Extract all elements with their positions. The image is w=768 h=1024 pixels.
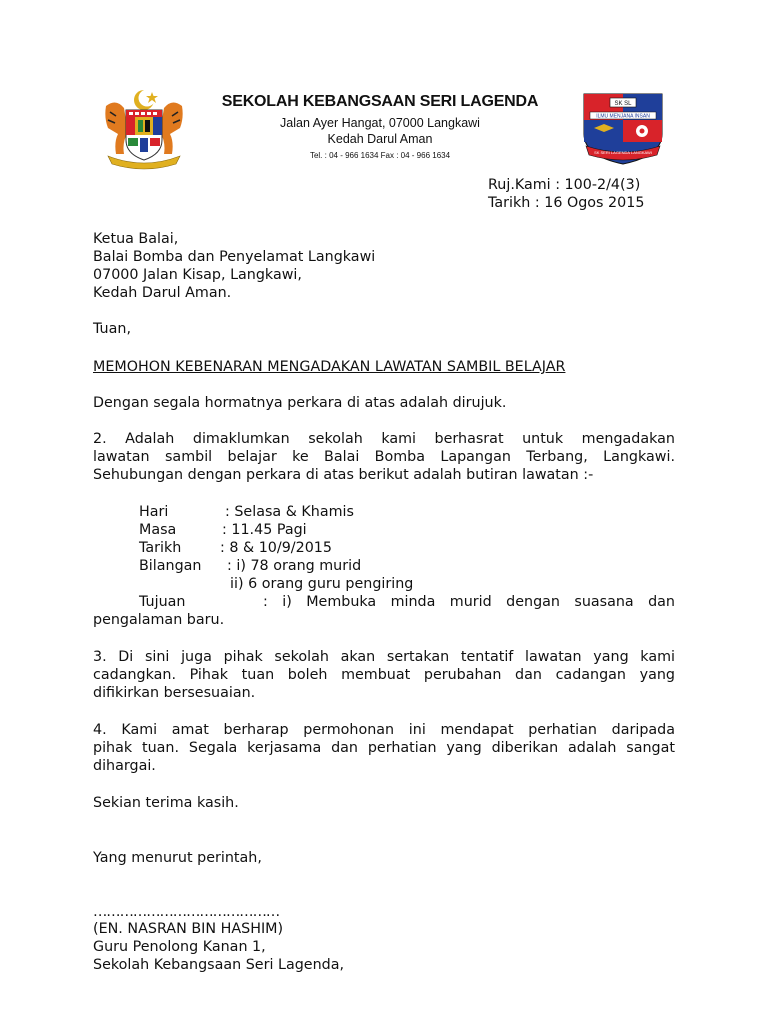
address-line-1: Jalan Ayer Hangat, 07000 Langkawi (280, 116, 480, 130)
salutation: Tuan, (93, 321, 131, 337)
detail-value-bilangan: : i) 78 orang murid (227, 558, 362, 574)
paragraph-3-line: 3. Di sini juga pihak sekolah akan sertakan tentatif lawatan yang kami (93, 649, 675, 665)
paragraph-2-line: 2. Adalah dimaklumkan sekolah kami berhasrat untuk mengadakan (93, 431, 675, 447)
paragraph-3-line: difikirkan bersesuaian. (93, 685, 256, 701)
paragraph-2-line: Sehubungan dengan perkara di atas berikut adalah butiran lawatan :- (93, 467, 594, 483)
recipient-line: 07000 Jalan Kisap, Langkawi, (93, 267, 302, 283)
letter-date: Tarikh : 16 Ogos 2015 (488, 195, 645, 211)
yang-menurut-perintah: Yang menurut perintah, (93, 850, 262, 866)
detail-value-tarikh: : 8 & 10/9/2015 (220, 540, 333, 556)
detail-value-tujuan: : i) Membuka minda murid dengan suasana dan (263, 594, 675, 610)
paragraph-1: Dengan segala hormatnya perkara di atas adalah dirujuk. (93, 395, 507, 411)
detail-value-masa: : 11.45 Pagi (222, 522, 307, 538)
coat-of-arms-logo (98, 86, 190, 172)
tel-fax: Tel. : 04 - 966 1634 Fax : 04 - 966 1634 (309, 151, 451, 160)
paragraph-2-line: lawatan sambil belajar ke Balai Bomba Lapangan Terbang, Langkawi. (93, 449, 675, 465)
detail-value-hari: : Selasa & Khamis (225, 504, 354, 520)
signatory-school: Sekolah Kebangsaan Seri Lagenda, (93, 957, 345, 973)
detail-value-tujuan-cont: pengalaman baru. (93, 612, 225, 628)
reference-number: Ruj.Kami : 100-2/4(3) (488, 177, 641, 193)
recipient-line: Kedah Darul Aman. (93, 285, 232, 301)
crest-motto: ILMU MENJANA INSAN (596, 113, 650, 120)
detail-label-masa: Masa (139, 522, 177, 538)
school-crest-logo (580, 90, 666, 168)
recipient-line: Ketua Balai, (93, 231, 179, 247)
paragraph-4-line: 4. Kami amat berharap permohonan ini mendapat perhatian daripada (93, 722, 675, 738)
closing: Sekian terima kasih. (93, 795, 239, 811)
crest-initials: SK SL (614, 101, 632, 107)
detail-value-bilangan-2: ii) 6 orang guru pengiring (230, 576, 414, 592)
crest-ribbon: SK SERI LAGENDA LANGKAWI (594, 150, 652, 155)
paragraph-4-line: pihak tuan. Segala kerjasama dan perhatian yang diberikan adalah sangat (93, 740, 675, 756)
signatory-title: Guru Penolong Kanan 1, (93, 939, 266, 955)
detail-label-bilangan: Bilangan (139, 558, 202, 574)
detail-label-hari: Hari (139, 504, 169, 520)
detail-label-tarikh: Tarikh (139, 540, 182, 556)
detail-label-tujuan: Tujuan (139, 594, 186, 610)
address-line-2: Kedah Darul Aman (327, 132, 433, 146)
signatory-name: (EN. NASRAN BIN HASHIM) (93, 921, 284, 937)
signature-line: …………………………………… (93, 904, 280, 920)
recipient-line: Balai Bomba dan Penyelamat Langkawi (93, 249, 376, 265)
school-name: SEKOLAH KEBANGSAAN SERI LAGENDA (221, 93, 539, 110)
subject-heading: MEMOHON KEBENARAN MENGADAKAN LAWATAN SAMBIL BELAJAR (93, 359, 566, 375)
paragraph-4-line: dihargai. (93, 758, 156, 774)
paragraph-3-line: cadangkan. Pihak tuan boleh membuat perubahan dan cadangan yang (93, 667, 675, 683)
